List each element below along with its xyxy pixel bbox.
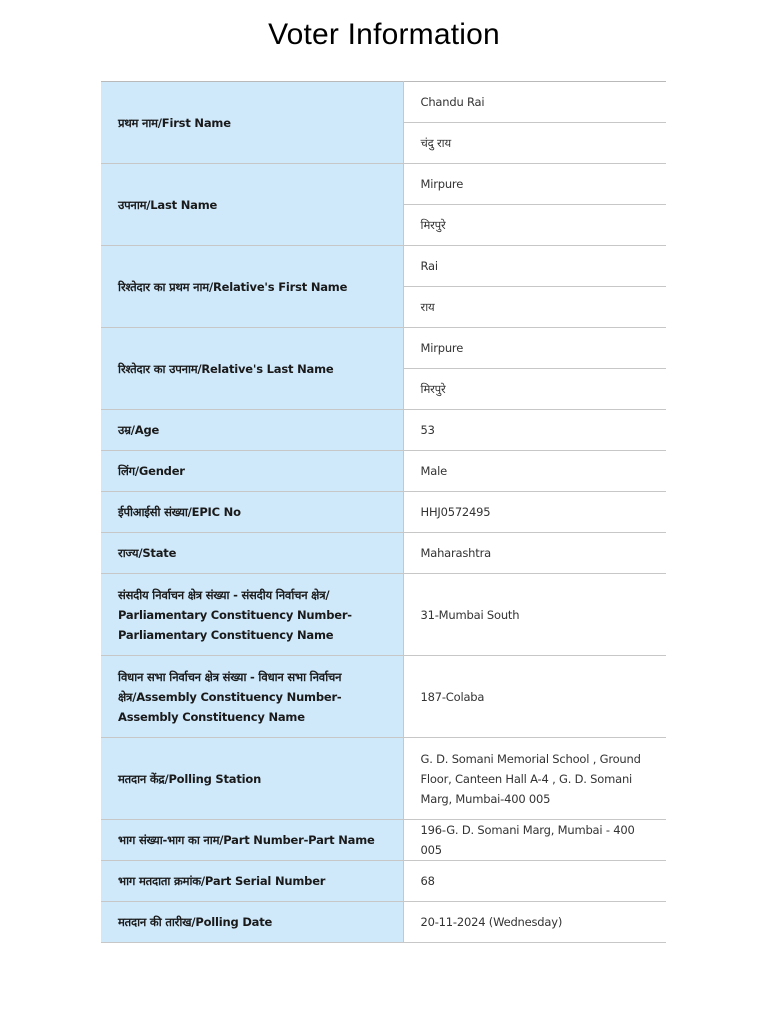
table-row-parliamentary-constituency: [101, 574, 666, 656]
polling-date-label: मतदान की तारीख/Polling Date: [101, 902, 403, 943]
table-row-relative-last-name-en: [101, 328, 666, 369]
age-label: उम्र/Age: [101, 410, 403, 451]
table-row-gender: [101, 451, 666, 492]
epic-no-value: HHJ0572495: [403, 492, 666, 533]
polling-station-label: मतदान केंद्र/Polling Station: [101, 738, 403, 820]
table-row-polling-station: [101, 738, 666, 820]
page-title: Voter Information: [268, 18, 500, 51]
assembly-constituency-label: विधान सभा निर्वाचन क्षेत्र संख्या - विधान सभा निर्वाचन क्षेत्र/Assembly Constituency Number-Assembly Constituency Name: [101, 656, 403, 738]
gender-value: Male: [403, 451, 666, 492]
last-name-label: उपनाम/Last Name: [101, 164, 403, 246]
table-row-state: [101, 533, 666, 574]
table-row-relative-first-name-en: [101, 246, 666, 287]
table-row-part-serial-number: [101, 861, 666, 902]
relative-first-name-value-hindi: राय: [403, 287, 666, 328]
gender-label: लिंग/Gender: [101, 451, 403, 492]
part-serial-number-label: भाग मतदाता क्रमांक/Part Serial Number: [101, 861, 403, 902]
assembly-constituency-value: 187-Colaba: [403, 656, 666, 738]
first-name-label: प्रथम नाम/First Name: [101, 82, 403, 164]
first-name-value-hindi: चंदु राय: [403, 123, 666, 164]
table-row-age: [101, 410, 666, 451]
table-row-assembly-constituency: [101, 656, 666, 738]
part-serial-number-value: 68: [403, 861, 666, 902]
last-name-value-english: Mirpure: [403, 164, 666, 205]
polling-station-value: G. D. Somani Memorial School , Ground Floor, Canteen Hall A-4 , G. D. Somani Marg, Mumbai-400 005: [403, 738, 666, 820]
table-row-polling-date: [101, 902, 666, 943]
polling-date-value: 20-11-2024 (Wednesday): [403, 902, 666, 943]
voter-info-table: [101, 81, 666, 943]
part-label: भाग संख्या-भाग का नाम/Part Number-Part Name: [101, 820, 403, 861]
relative-first-name-label: रिश्तेदार का प्रथम नाम/Relative's First Name: [101, 246, 403, 328]
table-row-last-name-en: [101, 164, 666, 205]
last-name-value-hindi: मिरपुरे: [403, 205, 666, 246]
parliamentary-constituency-value: 31-Mumbai South: [403, 574, 666, 656]
relative-last-name-value-hindi: मिरपुरे: [403, 369, 666, 410]
first-name-value-english: Chandu Rai: [403, 82, 666, 123]
age-value: 53: [403, 410, 666, 451]
epic-no-label: ईपीआईसी संख्या/EPIC No: [101, 492, 403, 533]
state-label: राज्य/State: [101, 533, 403, 574]
table-row-first-name-en: [101, 82, 666, 123]
part-value: 196-G. D. Somani Marg, Mumbai - 400 005: [403, 820, 666, 861]
relative-first-name-value-english: Rai: [403, 246, 666, 287]
relative-last-name-label: रिश्तेदार का उपनाम/Relative's Last Name: [101, 328, 403, 410]
state-value: Maharashtra: [403, 533, 666, 574]
table-row-part: [101, 820, 666, 861]
table-row-epic-no: [101, 492, 666, 533]
parliamentary-constituency-label: संसदीय निर्वाचन क्षेत्र संख्या - संसदीय निर्वाचन क्षेत्र/ Parliamentary Constituency Number- Parliamentary Constituency Name: [101, 574, 403, 656]
relative-last-name-value-english: Mirpure: [403, 328, 666, 369]
